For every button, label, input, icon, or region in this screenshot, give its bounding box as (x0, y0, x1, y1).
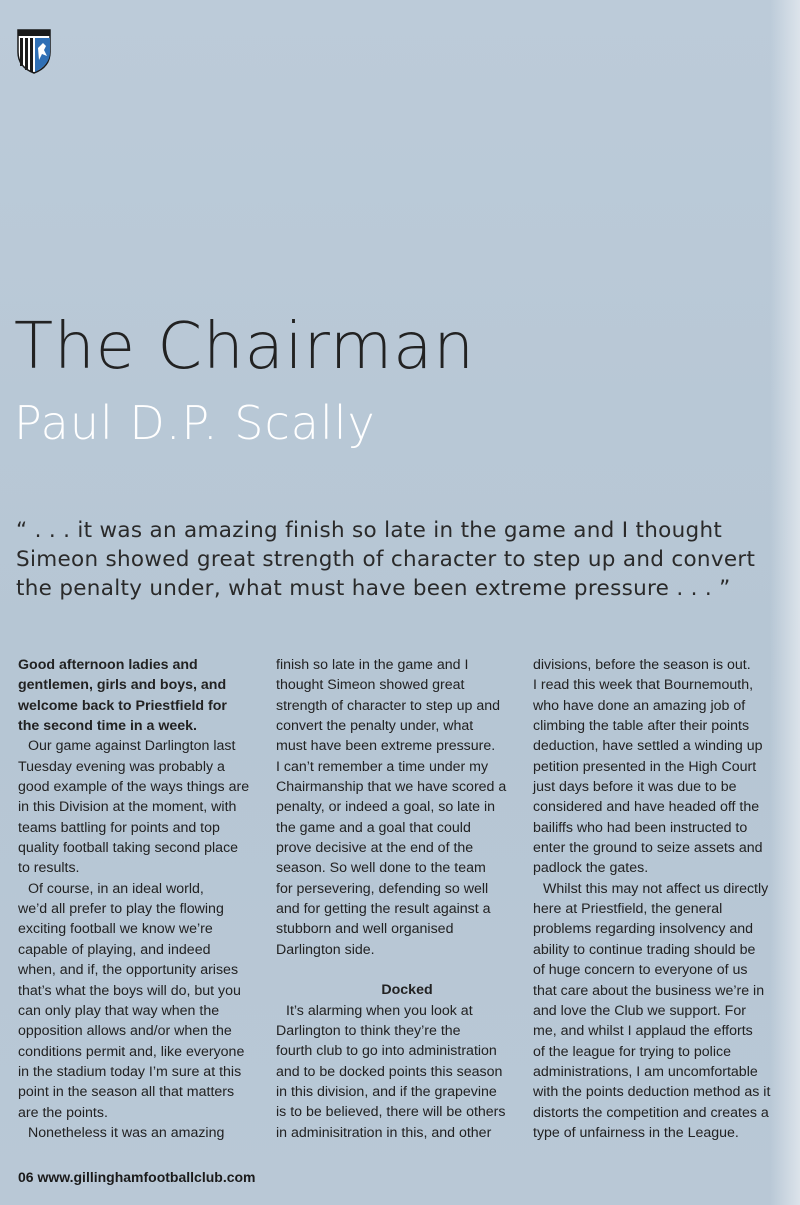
article-line: of the league for trying to police (533, 1043, 731, 1060)
article-line: thought Simeon showed great (276, 677, 465, 694)
article-line: when, and if, the opportunity arises (18, 962, 239, 979)
gillingham-fc-crest-icon (16, 28, 52, 74)
article-line: divisions, before the season is out. (533, 657, 751, 673)
article-line: and to be docked points this season (276, 1063, 503, 1080)
article-line: petition presented in the High Court (533, 758, 757, 775)
page-title: The Chairman (14, 310, 475, 384)
article-line: stubborn and well organised (276, 921, 454, 938)
article-line: type of unfairness in the League. (533, 1124, 739, 1141)
article-line: we’d all prefer to play the flowing (18, 901, 224, 918)
article-line: Our game against Darlington last (28, 738, 236, 755)
article-line: must have been extreme pressure. (276, 738, 496, 755)
article-line: here at Priestfield, the general (533, 901, 723, 918)
pull-quote-line: “ . . . it was an amazing finish so late in the game and I thought (16, 518, 723, 543)
article-line: Tuesday evening was probably a (18, 758, 225, 775)
article-line: are the points. (18, 1104, 108, 1121)
article-line: good example of the ways things are (18, 779, 250, 796)
article-line: for persevering, defending so well (276, 880, 489, 897)
article-line: Chairmanship that we have scored a (276, 779, 507, 796)
article-line: It’s alarming when you look at (286, 1002, 473, 1019)
article-line: that’s what the boys will do, but you (18, 982, 241, 999)
article-line: Nonetheless it was an amazing (28, 1124, 225, 1141)
article-line: to results. (18, 860, 80, 877)
article-line: me, and whilst I applaud the efforts (533, 1023, 753, 1040)
article-line: Darlington side. (276, 941, 375, 958)
article-line: ability to continue trading should be (533, 941, 756, 958)
article-line: who have done an amazing job of (533, 697, 746, 714)
article-line: that care about the business we’re in (533, 982, 765, 999)
article-column-2 (276, 655, 538, 1143)
article-line: penalty, or indeed a goal, so late in (276, 799, 496, 816)
pull-quote-line: Simeon showed great strength of character to step up and convert (16, 547, 756, 572)
article-line: and for getting the result against a (276, 901, 491, 918)
article-line: I can’t remember a time under my (276, 758, 489, 775)
article-column-3 (533, 655, 795, 1143)
section-heading: Docked (381, 982, 433, 999)
article-line: season. So well done to the team (276, 860, 486, 877)
article-line: in this division, and if the grapevine (276, 1083, 497, 1100)
article-line: with the points deduction method as it (533, 1084, 771, 1101)
article-line: bailiffs who had been instructed to (533, 819, 748, 836)
article-line: teams battling for points and top (18, 819, 220, 836)
article-line: Darlington to think they’re the (276, 1022, 461, 1039)
article-line: the game and a goal that could (276, 819, 471, 836)
article-line: administrations, I am uncomfortable (533, 1063, 758, 1080)
article-line: padlock the gates. (533, 860, 649, 877)
article-line: conditions permit and, like everyone (18, 1043, 245, 1060)
article-line: enter the ground to seize assets and (533, 840, 763, 857)
article-line: is to be believed, there will be others (276, 1104, 506, 1121)
article-line: Of course, in an ideal world, (28, 880, 204, 897)
article-line: in the stadium today I’m sure at this (18, 1063, 242, 1080)
article-line: point in the season all that matters (18, 1084, 235, 1101)
article-line: Good afternoon ladies and (18, 657, 198, 673)
article-line: exciting football we know we’re (18, 921, 213, 938)
pull-quote-line: the penalty under, what must have been extreme pressure . . . ” (16, 576, 731, 601)
article-line: considered and have headed off the (533, 799, 760, 816)
page-subtitle: Paul D.P. Scally (14, 396, 376, 450)
article-line: can only play that way when the (18, 1002, 220, 1019)
article-line: deduction, have settled a winding up (533, 738, 763, 755)
article-line: welcome back to Priestfield for (18, 697, 227, 714)
article-line: in this Division at the moment, with (18, 799, 237, 816)
article-line: finish so late in the game and I (276, 657, 469, 673)
article-line: gentlemen, girls and boys, and (18, 677, 227, 694)
pull-quote (16, 516, 786, 603)
page-footer: 06 www.gillinghamfootballclub.com (18, 1169, 256, 1185)
article-line: quality football taking second place (18, 840, 239, 857)
article-line: strength of character to step up and (276, 697, 500, 714)
article-line: convert the penalty under, what (276, 718, 474, 735)
article-line: I read this week that Bournemouth, (533, 677, 754, 694)
article-line: distorts the competition and creates a (533, 1104, 769, 1121)
article-line: Whilst this may not affect us directly (543, 880, 769, 897)
article-line: problems regarding insolvency and (533, 921, 754, 938)
article-line: opposition allows and/or when the (18, 1023, 232, 1040)
article-column-1 (18, 655, 280, 1143)
article-line: prove decisive at the end of the (276, 840, 474, 857)
article-line: just days before it was due to be (533, 779, 737, 796)
article-line: capable of playing, and indeed (18, 941, 211, 958)
article-line: of huge concern to everyone of us (533, 962, 748, 979)
article-line: and love the Club we support. For (533, 1002, 746, 1019)
article-line: climbing the table after their points (533, 718, 750, 735)
article-line: fourth club to go into administration (276, 1043, 497, 1060)
article-line: the second time in a week. (18, 718, 197, 735)
article-line: in adminisitration in this, and other (276, 1124, 492, 1141)
